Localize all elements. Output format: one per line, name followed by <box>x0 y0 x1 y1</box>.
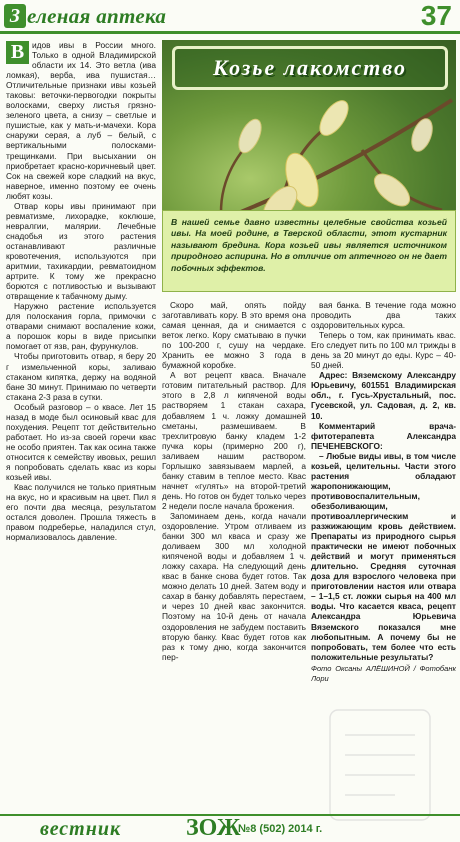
paragraph-5: Особый разговор – о квасе. Лет 15 назад в моде был осиновый квас для похудения. Рецепт тот действительно работает. Но из-за своей горечи квас не особо приятен. Так как осина также относится к семейству ивовых, решил я попробовать сделать квас из коры козьей ивы. <box>6 401 156 483</box>
paragraph-10: вая банка. В течение года можно проводить два таких оздоровительных курса. <box>311 300 456 331</box>
comment-heading: Комментарий врача-фитотерапевта Александра ПЕЧЕНЕВСКОГО: <box>311 420 456 451</box>
paragraph-8: А вот рецепт кваса. Вначале готовим питательный раствор. Для этого в 2,8 л кипяченой воды растворяем 1 стакан сахара, добавляем 1 ч. ложку домашней сметаны, размешиваем. В трехлитровую банку кладем 1-2 пучка коры (примерно 200 г), заливаем нашим раствором. Горлышко завязываем марлей, а банку ставим в теплое место. Квас начнет «гулять» на второй-третий день. Но готов он будет только через 2 недели после начала брожения. <box>162 370 306 511</box>
paragraph-9: Запоминаем день, когда начали оздоровление. Утром отливаем из банки 300 мл кваса и сразу же доливаем 300 мл холодной кипяченой воды и добавляем 1 ч. ложку сахара. На следующий день квас в банке снова будет готов. Так можно делать 10 дней. Затем воду и сахар в банку добавлять перестаем, и через 10 дней квас закончится. Поэтому на 10-й день от начала оздоровления не забудем поставить вторую банку. Квас будет готов как раз к тому дню, когда закончится пер- <box>162 510 306 662</box>
paragraph-2: Отвар коры ивы принимают при ревматизме, лихорадке, коклюше, невралгии, малярии. Лечебные снадобья из этого растения останавливают различные кровотечения, используются при аритмии, тахикардии, ревматоидном артрите. К тому же прекрасно борются с потливостью и вызывают отвращение к табачному дыму. <box>6 200 156 302</box>
paragraph-11: Теперь о том, как принимать квас. Его следует пить по 100 мл трижды в день за 20 минут до еды. Курс – 40-50 дней. <box>311 330 456 371</box>
section-title: еленая аптека <box>27 4 167 28</box>
paragraph-7: Скоро май, опять пойду заготавливать кору. В это время она самая ценная, да и снимается с веток легко. Кору сматываю в пучки по 100-200 г, сушу на чердаке. Хранить ее можно 3 года в бумажной коробке. <box>162 300 306 371</box>
middle-column <box>162 300 306 810</box>
photo-credit: Фото Оксаны АЛЁШИНОЙ / Фотобанк Лори <box>311 663 456 683</box>
header-divider <box>0 31 460 34</box>
page-footer <box>0 814 460 842</box>
paragraph-1: В идов ивы в России много. Только в одной Владимирской области их 14. Это ветла (ива ломкая), верба, ива пушистая… Отличительные признаки ивы козьей таковы: веточки-первогодки покрыты волосками, сверху листья грязно-зеленого цвета, а снизу – светлые и пушистые, как у мать-и-мачехи. Кора снаружи серая, а луб – белый, с вертикальными полосками-трещинками. При высыхании он приобретает красно-коричневый цвет. Сок на свежей коре сладкий на вкус, наверное, именно поэтому ее очень любят козы. <box>6 40 156 201</box>
paragraph-4: Чтобы приготовить отвар, я беру 20 г измельченной коры, заливаю стаканом кипятка, держу на водяной бане 30 минут. Принимаю по четверти стакана 2-3 раза в сутки. <box>6 351 156 402</box>
issue-number: №8 (502) 2014 г. <box>238 823 323 835</box>
magazine-name: вестник <box>40 818 122 840</box>
drop-cap: В <box>6 41 29 64</box>
page-header <box>0 0 460 34</box>
expert-comment: – Любые виды ивы, в том числе козьей, целительны. Части этого растения обладают жаропонижающим, противовоспалительным, обезболивающим, противоаллергическим и разжижающим кровь действием. Препараты из природного сырья практически не имеют побочных действий и могут применяться длительно. Средняя суточная доза для взрослого человека при приготовлении настоя или отвара – 1–1,5 ст. ложки сырья на 400 мл воды. Что касается кваса, рецепт Александра Юрьевича Вяземского показался мне любопытным. А почему бы не попробовать, тем более что есть положительные результаты? <box>311 450 456 662</box>
author-address: Адрес: Вяземскому Александру Юрьевичу, 601551 Владимирская обл., г. Гусь-Хрустальный, пос. Гусевской, ул. Садовая, д. 2, кв. 10. <box>311 370 456 421</box>
paragraph-6: Квас получился не только приятным на вкус, но и красивым на цвет. Пил я его почти два месяца, результатом остался доволен. Прошла тяжесть в правом подреберье, наладился стул, нормализовалось давление. <box>6 482 156 543</box>
paragraph-3: Наружно растение используется для полоскания горла, примочки с отварами снимают воспаление кожи, а порошок коры в виде присыпки помогает от язв, ран, фурункулов. <box>6 301 156 352</box>
page-number: 37 <box>420 0 452 31</box>
left-column <box>6 40 156 810</box>
magazine-logo: ЗОЖ <box>186 815 241 841</box>
article-title: Козье лакомство <box>172 46 448 90</box>
intro-infobox: В нашей семье давно известны целебные свойства козьей ивы. На моей родине, в Тверской области, этот кустарник называют бредина. Кора козьей ивы является источником природного аспирина. Но в отличие от аптечного он не дает побочных эффектов. <box>162 210 456 292</box>
section-logo: З <box>4 4 26 28</box>
right-column <box>311 300 456 810</box>
